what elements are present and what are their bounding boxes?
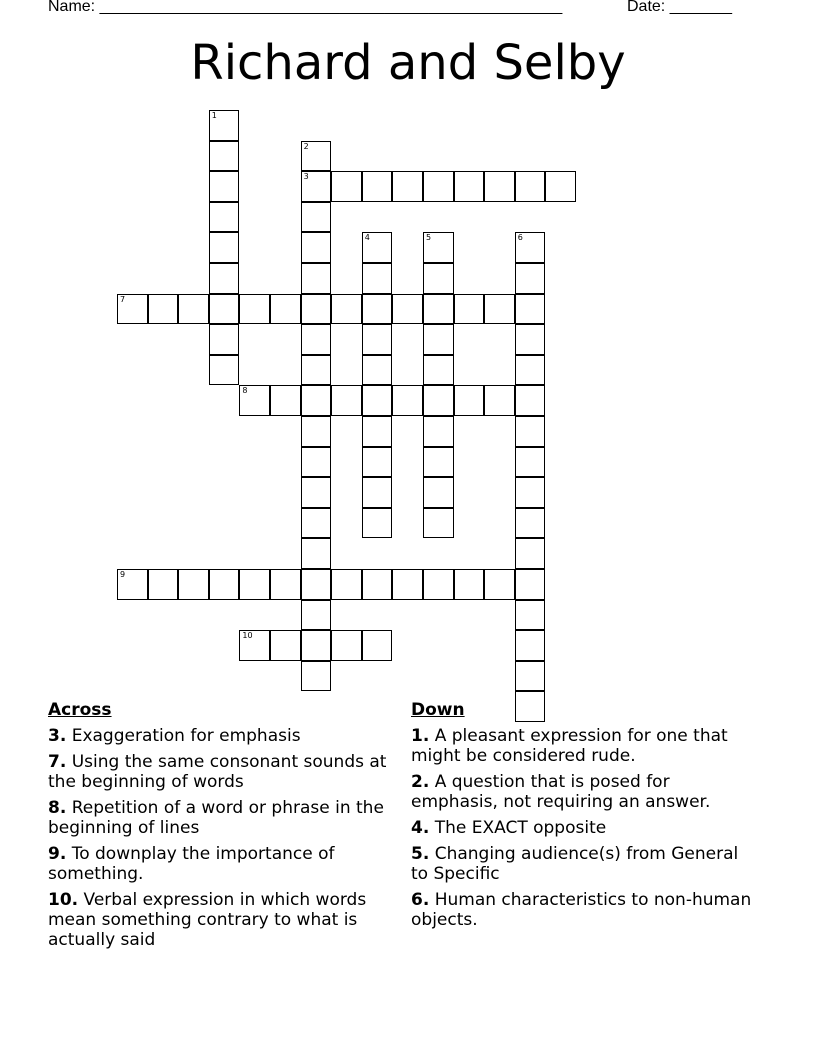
grid-cell[interactable] bbox=[331, 294, 362, 325]
grid-cell[interactable] bbox=[209, 263, 240, 294]
grid-cell[interactable] bbox=[362, 508, 393, 539]
clue-number: 9. bbox=[48, 844, 67, 864]
grid-cell[interactable] bbox=[209, 355, 240, 386]
grid-cell[interactable] bbox=[301, 324, 332, 355]
grid-cell[interactable] bbox=[362, 355, 393, 386]
grid-cell[interactable] bbox=[362, 569, 393, 600]
grid-cell[interactable] bbox=[362, 263, 393, 294]
grid-cell[interactable] bbox=[117, 294, 148, 325]
grid-cell[interactable] bbox=[301, 141, 332, 172]
grid-cell[interactable] bbox=[362, 232, 393, 263]
grid-cell[interactable] bbox=[484, 385, 515, 416]
grid-cell[interactable] bbox=[454, 294, 485, 325]
grid-cell[interactable] bbox=[392, 385, 423, 416]
clue-text: A pleasant expression for one that might be considered rude. bbox=[411, 726, 728, 766]
grid-cell[interactable] bbox=[392, 171, 423, 202]
grid-cell[interactable] bbox=[392, 569, 423, 600]
grid-cell[interactable] bbox=[331, 630, 362, 661]
grid-cell[interactable] bbox=[209, 171, 240, 202]
grid-cell[interactable] bbox=[301, 630, 332, 661]
clue-number: 6. bbox=[411, 890, 430, 910]
grid-cell[interactable] bbox=[484, 294, 515, 325]
down-clue-1 bbox=[411, 726, 756, 766]
grid-cell[interactable] bbox=[331, 569, 362, 600]
grid-cell[interactable] bbox=[301, 538, 332, 569]
grid-cell[interactable] bbox=[362, 294, 393, 325]
across-clue-10 bbox=[48, 890, 393, 950]
grid-cell[interactable] bbox=[362, 447, 393, 478]
clue-number-label: 7 bbox=[120, 294, 126, 304]
page-title: Richard and Selby bbox=[190, 35, 626, 91]
clue-text: Verbal expression in which words mean something contrary to what is actually said bbox=[48, 890, 367, 950]
grid-cell[interactable] bbox=[515, 171, 546, 202]
grid-cell[interactable] bbox=[423, 355, 454, 386]
grid-cell[interactable] bbox=[515, 232, 546, 263]
grid-cell[interactable] bbox=[515, 508, 546, 539]
grid-cell[interactable] bbox=[301, 202, 332, 233]
clue-text: Exaggeration for emphasis bbox=[71, 726, 301, 746]
grid-cell[interactable] bbox=[515, 324, 546, 355]
grid-cell[interactable] bbox=[423, 324, 454, 355]
grid-cell[interactable] bbox=[117, 569, 148, 600]
clue-number-label: 4 bbox=[364, 233, 370, 243]
grid-cell[interactable] bbox=[484, 569, 515, 600]
grid-cell[interactable] bbox=[423, 477, 454, 508]
grid-cell[interactable] bbox=[301, 600, 332, 631]
down-heading: Down bbox=[411, 700, 465, 720]
clue-text: Changing audience(s) from General to Specific bbox=[411, 844, 739, 884]
across-clue-8 bbox=[48, 798, 393, 838]
grid-cell[interactable] bbox=[392, 294, 423, 325]
grid-cell[interactable] bbox=[515, 416, 546, 447]
grid-cell[interactable] bbox=[362, 385, 393, 416]
grid-cell[interactable] bbox=[423, 294, 454, 325]
grid-cell[interactable] bbox=[301, 416, 332, 447]
grid-cell[interactable] bbox=[515, 569, 546, 600]
grid-cell[interactable] bbox=[301, 263, 332, 294]
grid-cell[interactable] bbox=[362, 630, 393, 661]
grid-cell[interactable] bbox=[209, 232, 240, 263]
grid-cell[interactable] bbox=[454, 385, 485, 416]
grid-cell[interactable] bbox=[423, 416, 454, 447]
grid-cell[interactable] bbox=[362, 171, 393, 202]
clue-number-label: 8 bbox=[242, 386, 248, 396]
grid-cell[interactable] bbox=[331, 385, 362, 416]
clue-number: 1. bbox=[411, 726, 430, 746]
clue-number: 4. bbox=[411, 818, 430, 838]
grid-cell[interactable] bbox=[454, 569, 485, 600]
clue-text: A question that is posed for emphasis, not requiring an answer. bbox=[411, 772, 711, 812]
grid-cell[interactable] bbox=[515, 600, 546, 631]
clue-text: Using the same consonant sounds at the beginning of words bbox=[48, 752, 387, 792]
grid-cell[interactable] bbox=[178, 569, 209, 600]
down-clues bbox=[411, 700, 756, 936]
grid-cell[interactable] bbox=[301, 661, 332, 692]
clue-text: To downplay the importance of something. bbox=[48, 844, 335, 884]
grid-cell[interactable] bbox=[515, 294, 546, 325]
clue-number-label: 5 bbox=[426, 233, 432, 243]
grid-cell[interactable] bbox=[209, 324, 240, 355]
across-heading: Across bbox=[48, 700, 112, 720]
grid-cell[interactable] bbox=[515, 538, 546, 569]
grid-cell[interactable] bbox=[515, 263, 546, 294]
clue-number: 7. bbox=[48, 752, 67, 772]
grid-cell[interactable] bbox=[423, 171, 454, 202]
down-clue-4 bbox=[411, 818, 756, 838]
grid-cell[interactable] bbox=[270, 630, 301, 661]
grid-cell[interactable] bbox=[301, 294, 332, 325]
clue-number-label: 2 bbox=[303, 141, 309, 151]
grid-cell[interactable] bbox=[301, 477, 332, 508]
grid-cell[interactable] bbox=[270, 569, 301, 600]
grid-cell[interactable] bbox=[209, 110, 240, 141]
grid-cell[interactable] bbox=[515, 355, 546, 386]
across-clues bbox=[48, 700, 393, 956]
down-clue-5 bbox=[411, 844, 756, 884]
grid-cell[interactable] bbox=[239, 385, 270, 416]
grid-cell[interactable] bbox=[484, 171, 515, 202]
down-clue-6 bbox=[411, 890, 756, 930]
grid-cell[interactable] bbox=[301, 508, 332, 539]
grid-cell[interactable] bbox=[301, 355, 332, 386]
grid-cell[interactable] bbox=[362, 477, 393, 508]
grid-cell[interactable] bbox=[148, 294, 179, 325]
grid-cell[interactable] bbox=[515, 630, 546, 661]
grid-cell[interactable] bbox=[515, 661, 546, 692]
grid-cell[interactable] bbox=[362, 324, 393, 355]
grid-cell[interactable] bbox=[423, 447, 454, 478]
across-clue-3 bbox=[48, 726, 393, 746]
clue-number: 3. bbox=[48, 726, 67, 746]
grid-cell[interactable] bbox=[545, 171, 576, 202]
grid-cell[interactable] bbox=[239, 294, 270, 325]
clue-number-label: 1 bbox=[211, 111, 217, 120]
grid-cell[interactable] bbox=[331, 171, 362, 202]
grid-cell[interactable] bbox=[423, 385, 454, 416]
clue-number: 2. bbox=[411, 772, 430, 792]
grid-cell[interactable] bbox=[423, 508, 454, 539]
grid-cell[interactable] bbox=[301, 569, 332, 600]
clue-text: Human characteristics to non-human objects. bbox=[411, 890, 752, 930]
clue-number-label: 9 bbox=[120, 570, 126, 579]
clue-number: 8. bbox=[48, 798, 67, 818]
clue-number-label: 3 bbox=[303, 172, 309, 182]
grid-cell[interactable] bbox=[515, 477, 546, 508]
grid-cell[interactable] bbox=[454, 171, 485, 202]
grid-cell[interactable] bbox=[301, 171, 332, 202]
grid-cell[interactable] bbox=[209, 294, 240, 325]
grid-cell[interactable] bbox=[270, 385, 301, 416]
grid-cell[interactable] bbox=[209, 141, 240, 172]
grid-cell[interactable] bbox=[178, 294, 209, 325]
clue-number-label: 10 bbox=[242, 631, 253, 641]
across-clue-7 bbox=[48, 752, 393, 792]
grid-cell[interactable] bbox=[423, 569, 454, 600]
grid-cell[interactable] bbox=[239, 630, 270, 661]
grid-cell[interactable] bbox=[362, 416, 393, 447]
grid-cell[interactable] bbox=[301, 447, 332, 478]
clue-number: 10. bbox=[48, 890, 79, 910]
grid-cell[interactable] bbox=[423, 232, 454, 263]
grid-cell[interactable] bbox=[209, 569, 240, 600]
grid-cell[interactable] bbox=[209, 202, 240, 233]
grid-cell[interactable] bbox=[515, 385, 546, 416]
grid-cell[interactable] bbox=[270, 294, 301, 325]
grid-cell[interactable] bbox=[301, 385, 332, 416]
across-clue-9 bbox=[48, 844, 393, 884]
grid-cell[interactable] bbox=[301, 232, 332, 263]
clue-number-label: 6 bbox=[517, 233, 523, 243]
grid-cell[interactable] bbox=[423, 263, 454, 294]
date-field[interactable]: Date: _______ bbox=[627, 0, 732, 15]
name-field[interactable]: Name: ____________________________________________________ bbox=[48, 0, 563, 15]
grid-cell[interactable] bbox=[515, 447, 546, 478]
down-clue-2 bbox=[411, 772, 756, 812]
clue-text: Repetition of a word or phrase in the beginning of lines bbox=[48, 798, 384, 838]
grid-cell[interactable] bbox=[239, 569, 270, 600]
clue-number: 5. bbox=[411, 844, 430, 864]
clue-text: The EXACT opposite bbox=[434, 818, 607, 838]
grid-cell[interactable] bbox=[148, 569, 179, 600]
